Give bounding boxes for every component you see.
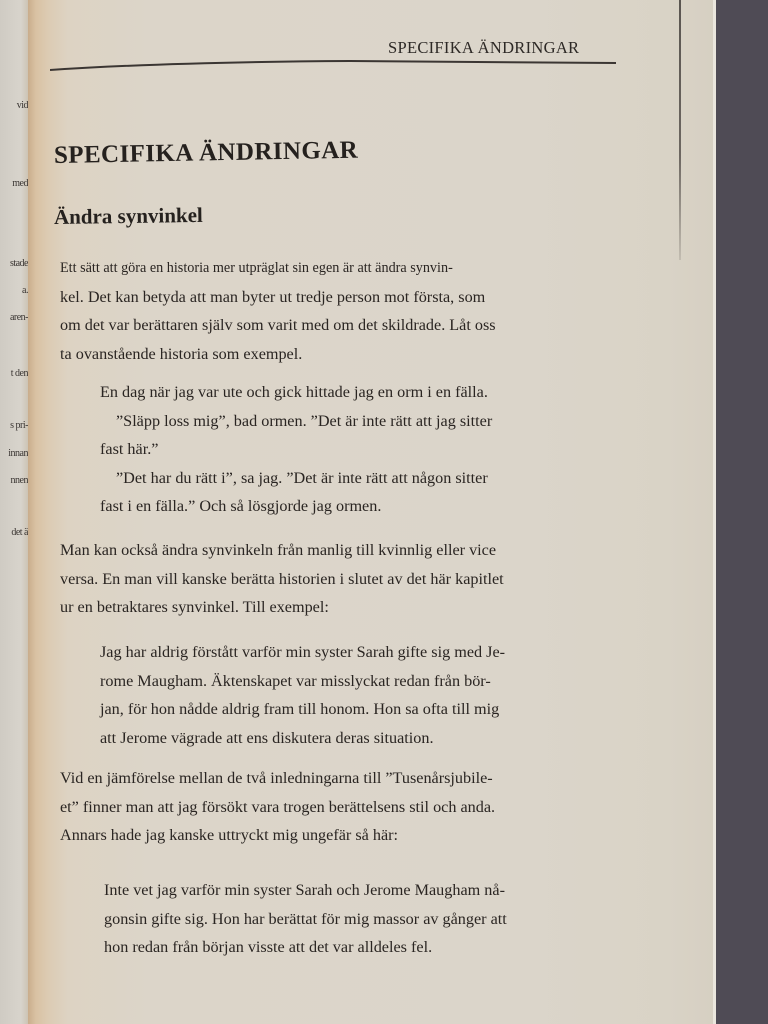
prev-page-fragment: innan [8, 448, 28, 459]
text-line: ta ovanstående historia som exempel. [60, 344, 303, 363]
quote-sarah-2 [104, 876, 624, 962]
text-line: gonsin gifte sig. Hon har berättat för mig massor av gånger att [104, 909, 507, 928]
prev-page-fragment: s pri- [10, 420, 28, 431]
text-line: Man kan också ändra synvinkeln från manlig till kvinnlig eller vice [60, 541, 497, 559]
text-line: rome Maugham. Äktenskapet var misslyckat redan från bör- [100, 671, 491, 690]
text-line: fast i en fälla.” Och så lösgjorde jag ormen. [100, 497, 382, 515]
text-line: att Jerome vägrade att ens diskutera deras situation. [100, 728, 434, 747]
chapter-title: SPECIFIKA ÄNDRINGAR [53, 136, 359, 169]
text-line: kel. Det kan betyda att man byter ut tredje person mot första, som [60, 287, 486, 306]
previous-page-edge [0, 0, 30, 1024]
prev-page-fragment: nnen [10, 475, 28, 486]
text-line: ur en betraktares synvinkel. Till exempel: [60, 598, 329, 616]
quote-snake-story [100, 378, 620, 521]
page-crease [679, 0, 681, 260]
paragraph-3 [60, 764, 620, 850]
prev-page-fragment: t den [10, 368, 28, 379]
prev-page-fragment: vid [16, 100, 28, 111]
text-line: ”Det har du rätt i”, sa jag. ”Det är inte rätt att någon sitter [116, 468, 488, 487]
prev-page-fragment: med [12, 178, 28, 189]
text-line: et” finner man att jag försökt vara trogen berättelsens stil och anda. [60, 797, 496, 816]
header-rule [50, 58, 616, 72]
text-line: versa. En man vill kanske berätta historien i slutet av det här kapitlet [60, 569, 504, 588]
prev-page-fragment: det ä [11, 527, 28, 538]
running-head: SPECIFIKA ÄNDRINGAR [388, 38, 580, 57]
text-line: fast här.” [100, 440, 159, 458]
text-line: om det var berättaren själv som varit med om det skildrade. Låt oss [60, 316, 496, 334]
text-line: Inte vet jag varför min syster Sarah och Jerome Maugham nå- [104, 881, 505, 899]
text-line: ”Släpp loss mig”, bad ormen. ”Det är inte rätt att jag sitter [116, 411, 493, 430]
text-line: Ett sätt att göra en historia mer utpräglat sin egen är att ändra synvin- [60, 260, 453, 276]
paragraph-1 [60, 254, 620, 368]
section-title: Ändra synvinkel [53, 202, 203, 229]
quote-sarah-1 [100, 638, 620, 752]
text-line: En dag när jag var ute och gick hittade jag en orm i en fälla. [100, 383, 488, 401]
prev-page-fragment: stade [9, 258, 28, 269]
text-line: Vid en jämförelse mellan de två inledningarna till ”Tusenårsjubile- [60, 769, 493, 787]
book-page [28, 0, 716, 1024]
text-line: jan, för hon nådde aldrig fram till honom. Hon sa ofta till mig [100, 700, 500, 718]
page-edge [713, 0, 716, 1024]
paragraph-2 [60, 536, 620, 622]
text-line: Jag har aldrig förstått varför min syster Sarah gifte sig med Je- [100, 643, 506, 661]
prev-page-fragment: a. [22, 285, 28, 296]
prev-page-fragment: aren- [9, 312, 28, 323]
text-line: Annars hade jag kanske uttryckt mig ungefär så här: [60, 826, 399, 844]
text-line: hon redan från början visste att det var alldeles fel. [104, 938, 433, 956]
